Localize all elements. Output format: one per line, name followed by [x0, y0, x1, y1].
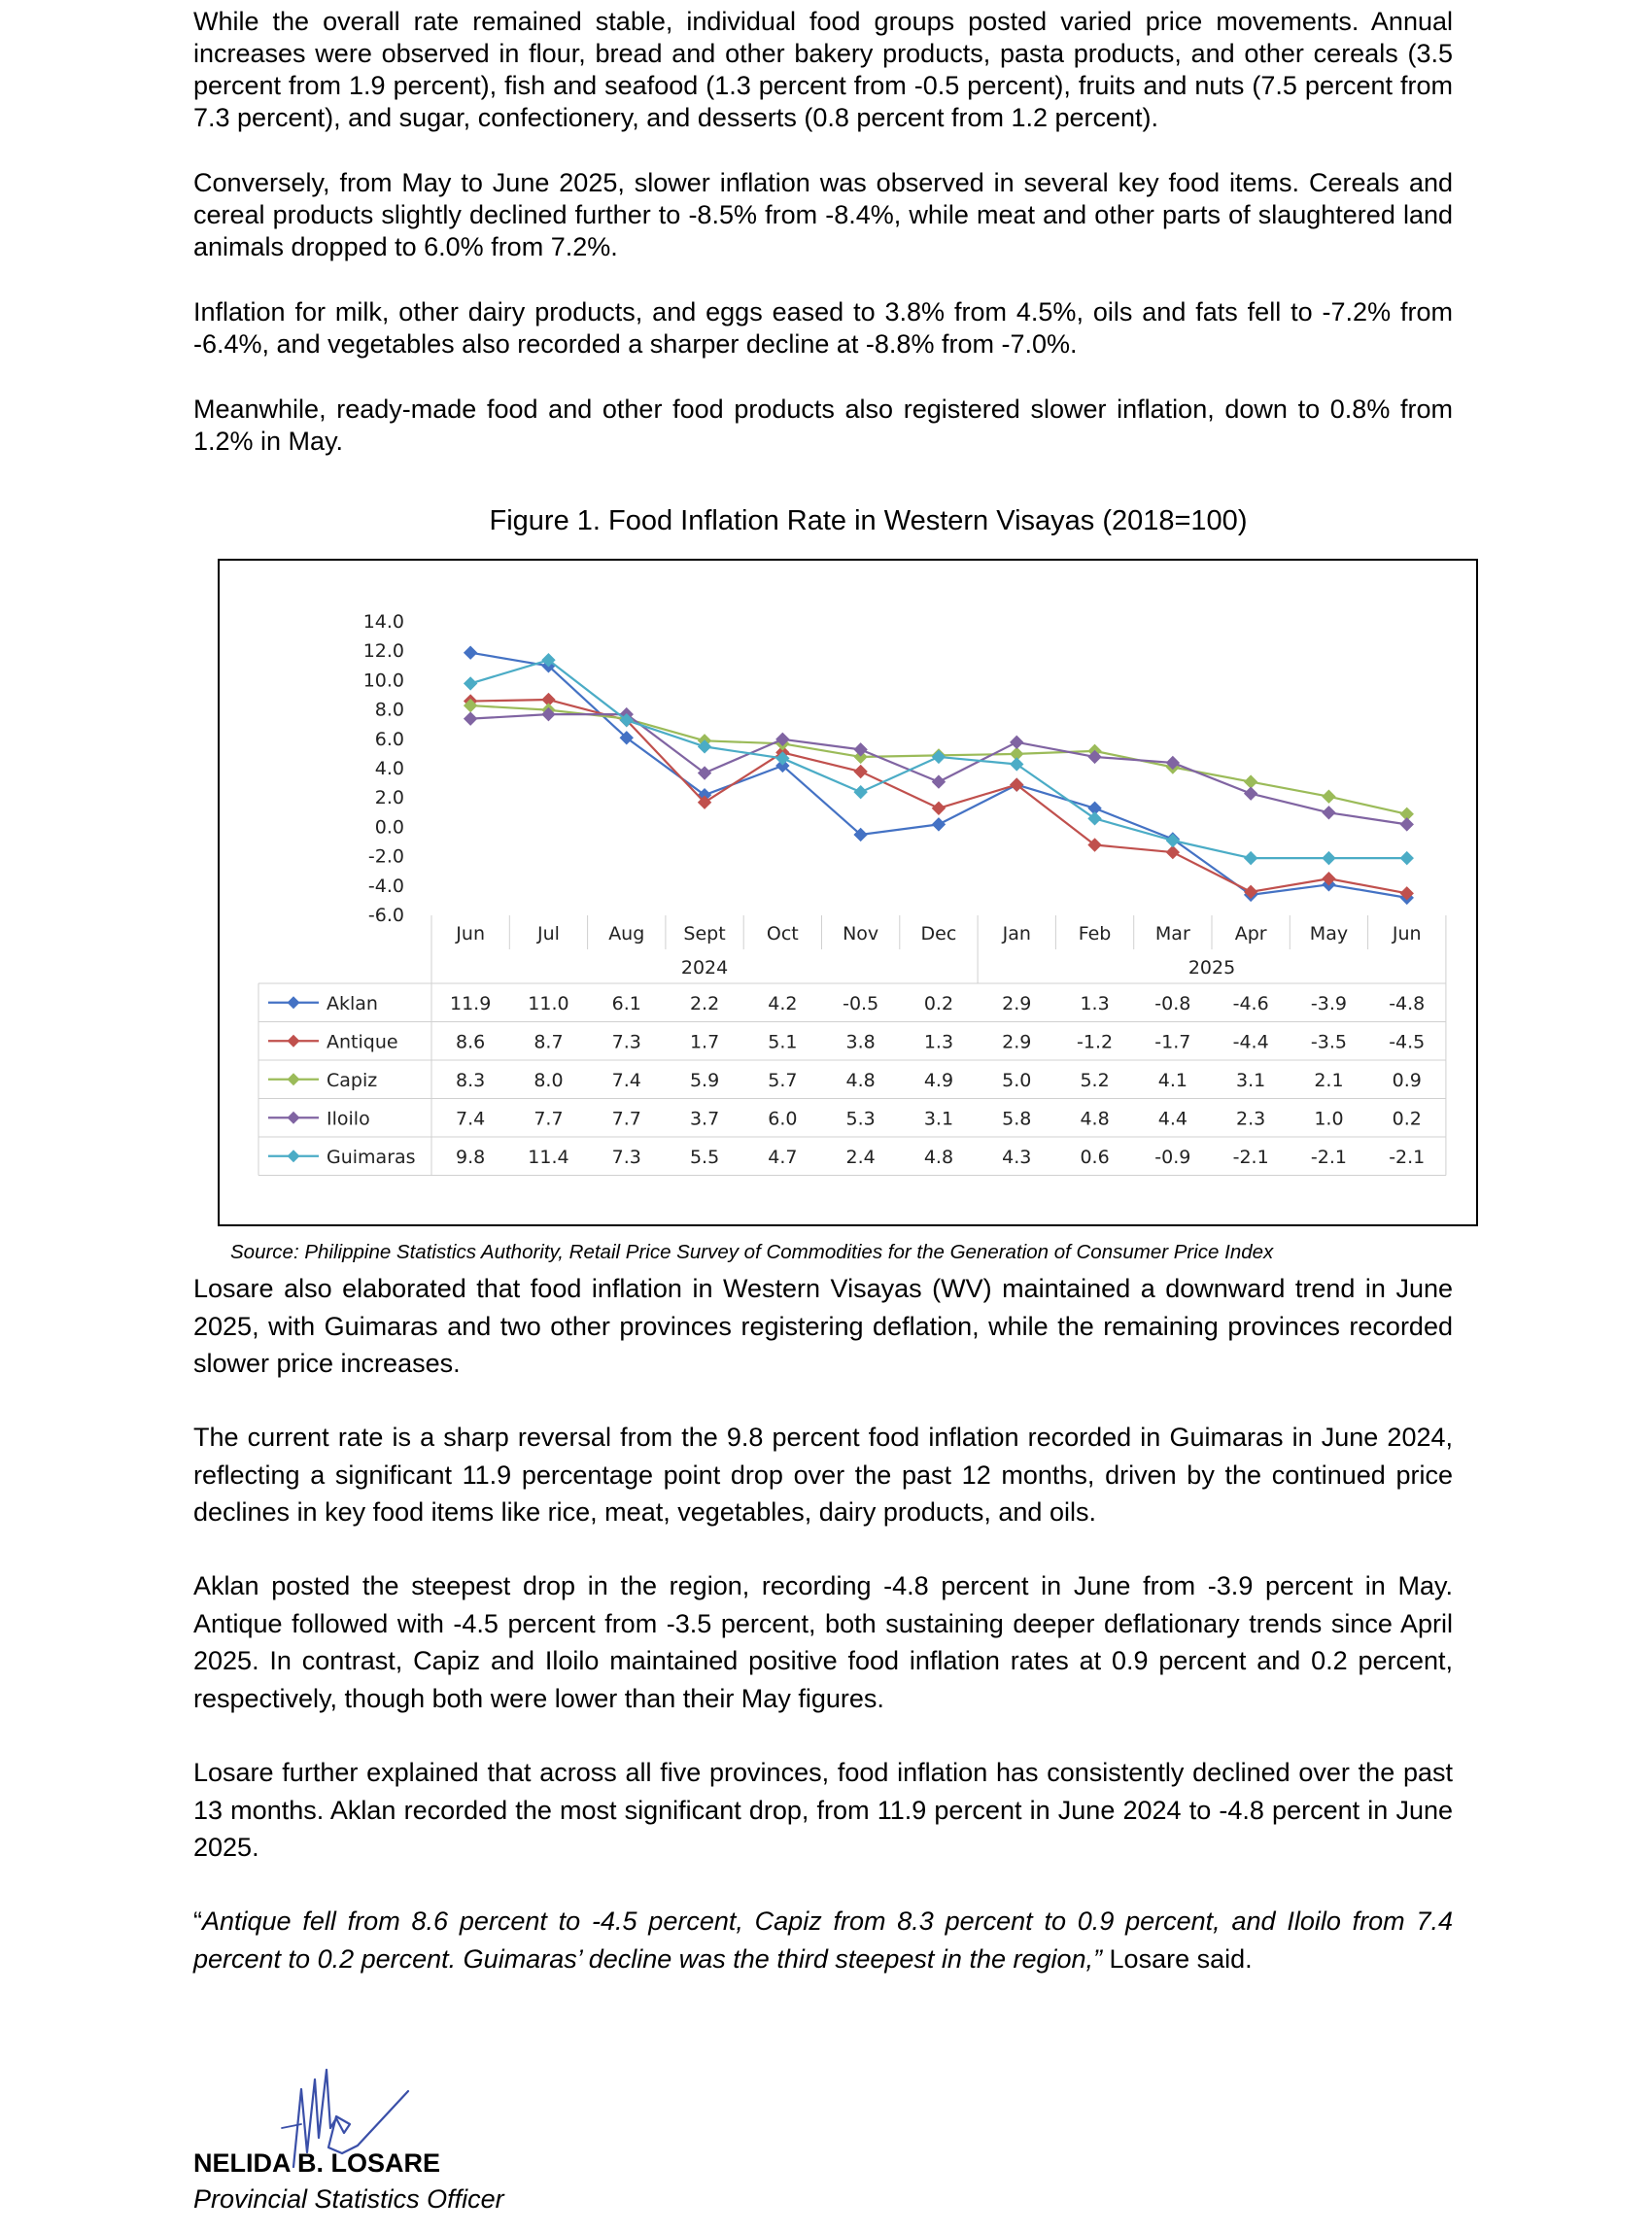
data-table-value: 2.3: [1236, 1108, 1266, 1130]
data-point-marker: [465, 712, 477, 725]
x-tick-label: May: [1309, 923, 1349, 945]
legend-key-marker: [288, 1112, 300, 1124]
data-table-value: 4.9: [923, 1069, 954, 1091]
data-table-value: 7.3: [611, 1146, 641, 1168]
data-table-value: 6.1: [611, 992, 641, 1014]
legend-series-name: Iloilo: [327, 1108, 370, 1130]
data-table-value: 0.9: [1392, 1069, 1422, 1091]
data-table-value: 2.1: [1314, 1069, 1344, 1091]
data-point-marker: [1400, 818, 1413, 831]
data-table-value: -2.1: [1389, 1146, 1426, 1168]
legend-series-name: Antique: [327, 1031, 398, 1053]
signatory-name: NELIDA B. LOSARE: [193, 2148, 441, 2178]
data-table-value: 3.8: [845, 1031, 876, 1053]
data-point-marker: [1011, 736, 1023, 748]
x-tick-label: Sept: [683, 923, 726, 945]
chart-frame: [218, 559, 1478, 1226]
data-table-value: -3.5: [1310, 1031, 1347, 1053]
x-tick-label: Aug: [608, 923, 645, 945]
data-table-value: 0.2: [923, 992, 954, 1014]
data-table-value: 4.8: [923, 1146, 954, 1168]
legend-key-marker: [288, 1150, 300, 1162]
data-table-value: 5.8: [1002, 1108, 1032, 1130]
paragraph-dairy-oils-vegetables: Inflation for milk, other dairy products, and eggs eased to 3.8% from 4.5%, oils and fats fell to -7.2% from -6.4%, and vegetables also recorded a sharper decline at -8.8% from -7.0%.: [193, 297, 1453, 359]
data-table-value: 1.3: [1080, 992, 1110, 1014]
data-table-value: -4.8: [1389, 992, 1426, 1014]
x-tick-label: Jun: [456, 923, 485, 945]
data-table-value: -4.6: [1232, 992, 1269, 1014]
data-table-value: 11.4: [528, 1146, 569, 1168]
data-point-marker: [854, 766, 867, 778]
data-point-marker: [1011, 758, 1023, 771]
data-table-value: 4.3: [1002, 1146, 1032, 1168]
x-tick-label: Oct: [766, 923, 799, 945]
data-point-marker: [932, 802, 945, 814]
data-point-marker: [465, 677, 477, 690]
y-tick-label: 0.0: [374, 816, 404, 839]
y-tick-label: 6.0: [374, 728, 404, 750]
data-point-marker: [932, 750, 945, 763]
data-table-value: -2.1: [1232, 1146, 1269, 1168]
data-table-value: 11.9: [449, 992, 492, 1014]
legend-series-name: Guimaras: [327, 1146, 416, 1168]
paragraph-ready-made-food: Meanwhile, ready-made food and other food products also registered slower inflation, down to 0.8% from 1.2% in May.: [193, 395, 1453, 456]
paragraph-quote: [193, 1903, 1453, 1977]
data-point-marker: [1245, 787, 1257, 800]
y-tick-label: 12.0: [362, 640, 404, 663]
data-table-value: 0.2: [1392, 1108, 1422, 1130]
data-point-marker: [1245, 775, 1257, 788]
paragraph-slower-inflation: Conversely, from May to June 2025, slower inflation was observed in several key food items. Cereals and cereal products slightly declined further to -8.5% from -8.4%, while meat and other parts of slaughtered land animals dropped to 6.0% from 7.2%.: [193, 168, 1453, 261]
legend-series-name: Aklan: [327, 992, 378, 1014]
paragraph-guimaras-reversal: The current rate is a sharp reversal from the 9.8 percent food inflation recorded in Guimaras in June 2024, reflecting a significant 11.9 percentage point drop over the past 12 months, driven by the continued price declines in key food items like rice, meat, vegetables, dairy products, and oils.: [193, 1423, 1453, 1527]
legend-series-name: Capiz: [327, 1069, 378, 1091]
x-tick-label: Jul: [536, 923, 560, 945]
data-table-value: -4.5: [1389, 1031, 1426, 1053]
data-point-marker: [1166, 846, 1179, 859]
y-tick-label: 8.0: [374, 699, 404, 721]
data-point-marker: [854, 786, 867, 799]
x-tick-label: Nov: [843, 923, 879, 945]
data-table-value: 1.7: [689, 1031, 720, 1053]
data-point-marker: [1245, 852, 1257, 865]
data-table-value: 7.4: [456, 1108, 486, 1130]
data-table-value: -2.1: [1310, 1146, 1347, 1168]
data-table-value: 8.0: [533, 1069, 564, 1091]
x-tick-label: Mar: [1154, 923, 1190, 945]
data-table-value: -1.2: [1077, 1031, 1114, 1053]
x-tick-label: Jan: [1002, 923, 1031, 945]
legend-key-marker: [288, 1035, 300, 1048]
data-table-value: 1.0: [1314, 1108, 1344, 1130]
data-point-marker: [854, 743, 867, 756]
data-point-marker: [1323, 790, 1335, 803]
x-tick-label: Jun: [1392, 923, 1422, 945]
data-table-value: 5.1: [768, 1031, 798, 1053]
data-table-value: 7.7: [611, 1108, 641, 1130]
data-table-value: -0.5: [843, 992, 879, 1014]
y-tick-label: -6.0: [367, 905, 404, 926]
data-table-value: 5.2: [1080, 1069, 1110, 1091]
quote-attribution: Losare said.: [1102, 1943, 1253, 1974]
data-table-value: -4.4: [1232, 1031, 1269, 1053]
data-table-value: 2.2: [689, 992, 720, 1014]
data-table-value: 0.6: [1080, 1146, 1110, 1168]
paragraph-aklan-steepest: Aklan posted the steepest drop in the region, recording -4.8 percent in June from -3.9 percent in May. Antique followed with -4.5 percent from -3.5 percent, both sustaining deeper deflationary trends since April 2025. In contrast, Capiz and Iloilo maintained positive food inflation rates at 0.9 percent and 0.2 percent, respectively, though both were lower than their May figures.: [193, 1571, 1453, 1713]
y-tick-label: -4.0: [367, 875, 404, 897]
line-chart: [220, 561, 1476, 1224]
data-table-value: 3.1: [923, 1108, 954, 1130]
data-table-value: 5.7: [768, 1069, 798, 1091]
data-table-value: 7.4: [611, 1069, 641, 1091]
data-point-marker: [1166, 834, 1179, 846]
y-tick-label: 4.0: [374, 758, 404, 779]
data-table-value: 4.7: [768, 1146, 798, 1168]
data-table-value: 1.3: [923, 1031, 954, 1053]
data-table-value: 11.0: [528, 992, 569, 1014]
data-table-value: 5.0: [1002, 1069, 1032, 1091]
data-table-value: 9.8: [456, 1146, 486, 1168]
signatory-title: Provincial Statistics Officer: [193, 2184, 504, 2214]
data-table-value: 3.7: [689, 1108, 720, 1130]
data-table-value: 8.3: [456, 1069, 486, 1091]
quote-open-mark: “: [193, 1907, 202, 1936]
data-table-value: 7.3: [611, 1031, 641, 1053]
data-table-value: -1.7: [1154, 1031, 1191, 1053]
paragraph-downward-trend: Losare also elaborated that food inflation in Western Visayas (WV) maintained a downward trend in June 2025, with Guimaras and two other provinces registering deflation, while the remaining provinces recorded slower price increases.: [193, 1274, 1453, 1378]
year-group-label: 2025: [1187, 957, 1236, 979]
data-point-marker: [1400, 852, 1413, 865]
data-point-marker: [1323, 852, 1335, 865]
source-note: Source: Philippine Statistics Authority, Retail Price Survey of Commodities for the Generation of Consumer Price Index: [230, 1241, 1274, 1263]
x-tick-label: Feb: [1078, 923, 1112, 945]
data-point-marker: [1323, 807, 1335, 819]
data-point-marker: [932, 818, 945, 831]
y-tick-label: 10.0: [362, 670, 404, 692]
year-group-label: 2024: [680, 957, 729, 979]
data-point-marker: [465, 646, 477, 659]
data-point-marker: [932, 775, 945, 788]
legend-key-marker: [288, 1073, 300, 1085]
x-tick-label: Dec: [920, 923, 957, 945]
y-tick-label: 2.0: [374, 787, 404, 809]
data-table-value: 5.5: [689, 1146, 720, 1168]
data-table-value: 5.9: [689, 1069, 720, 1091]
data-table-value: 4.1: [1157, 1069, 1187, 1091]
data-table-value: 4.8: [845, 1069, 876, 1091]
data-table-value: 4.8: [1080, 1108, 1110, 1130]
data-table-value: 8.6: [456, 1031, 486, 1053]
data-table-value: -0.9: [1154, 1146, 1191, 1168]
data-table-value: 2.9: [1002, 1031, 1032, 1053]
data-table-value: 2.9: [1002, 992, 1032, 1014]
data-table-value: 6.0: [768, 1108, 798, 1130]
data-table-value: 2.4: [845, 1146, 876, 1168]
data-table-value: 7.7: [533, 1108, 564, 1130]
data-table-value: 5.3: [845, 1108, 876, 1130]
y-tick-label: -2.0: [367, 845, 404, 868]
data-table-value: 3.1: [1236, 1069, 1266, 1091]
quote-text: Antique fell from 8.6 percent to -4.5 percent, Capiz from 8.3 percent to 0.9 percent, and Iloilo from 7.4 percent to 0.2 percent. Guimaras’ decline was the third steepest in the region,”: [193, 1907, 1453, 1974]
data-table-value: -3.9: [1310, 992, 1347, 1014]
data-table-value: 4.4: [1157, 1108, 1187, 1130]
y-tick-label: 14.0: [362, 611, 404, 633]
data-table-value: 8.7: [533, 1031, 564, 1053]
figure-title: Figure 1. Food Inflation Rate in Western Visayas (2018=100): [489, 505, 1248, 536]
data-table-value: -0.8: [1154, 992, 1191, 1014]
x-tick-label: Apr: [1234, 923, 1267, 945]
data-point-marker: [1088, 812, 1101, 825]
paragraph-summary: Losare further explained that across all five provinces, food inflation has consistently declined over the past 13 months. Aklan recorded the most significant drop, from 11.9 percent in June 2024 to -4.8 percent in June 2025.: [193, 1758, 1453, 1862]
data-table-value: 4.2: [768, 992, 798, 1014]
legend-key-marker: [288, 996, 300, 1009]
paragraph-food-groups: While the overall rate remained stable, individual food groups posted varied price movements. Annual increases were observed in flour, bread and other bakery products, pasta products, and other cereals (3.5 percent from 1.9 percent), fish and seafood (1.3 percent from -0.5 percent), fruits and nuts (7.5 percent from 7.3 percent), and sugar, confectionery, and desserts (0.8 percent from 1.2 percent).: [193, 7, 1453, 132]
